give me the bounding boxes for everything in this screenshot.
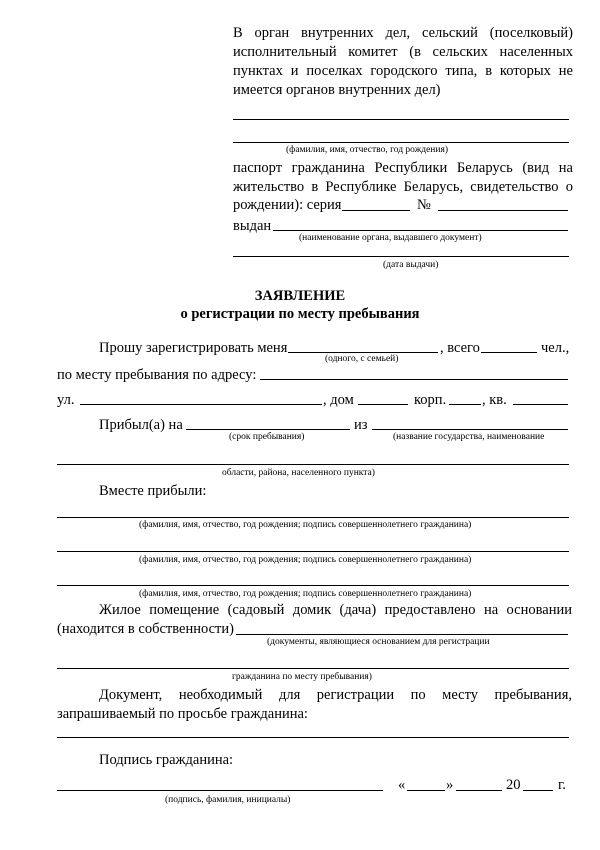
arrived-label: Прибыл(а) на [99,417,183,433]
docs-caption: (документы, являющиеся основанием для регистрации [267,637,490,647]
address-field[interactable] [260,379,568,380]
from-label: из [354,417,368,433]
fio-caption: (фамилия, имя, отчество, год рождения) [286,145,449,155]
street-field[interactable] [80,404,322,405]
issue-date-caption: (дата выдачи) [383,260,439,270]
document-field[interactable] [57,737,569,738]
signature-label: Подпись гражданина: [99,752,234,768]
request-name-field[interactable] [288,352,438,353]
building-field[interactable] [449,404,481,405]
issued-caption: (наименование органа, выдавшего документ) [299,233,482,243]
date-open-quote: « [398,777,406,793]
passport-series-label: рождении): серия [233,197,342,213]
companion-field-1[interactable] [57,517,569,518]
building-label: корп. [414,392,447,408]
companion-field-2[interactable] [57,551,569,552]
companion-caption-3: (фамилия, имя, отчество, год рождения; подпись совершеннолетнего гражданина) [139,589,472,599]
persons-label: чел., [541,340,570,356]
single-family-caption: (одного, с семьей) [325,354,399,364]
addressee-line-3: пунктах и поселках городского типа, в которых не [233,63,573,79]
region-field[interactable] [57,464,569,465]
year-prefix: 20 [506,777,521,793]
companion-caption-2: (фамилия, имя, отчество, год рождения; подпись совершеннолетнего гражданина) [139,555,472,565]
house-field[interactable] [358,404,408,405]
addressee-line-2: исполнительный комитет (в сельских населенных [233,44,573,60]
addressee-line-1: В орган внутренних дел, сельский (поселковый) [233,25,573,41]
passport-line-2: жительство в Республике Беларусь, свидетельство о [233,179,573,195]
form-title: ЗАЯВЛЕНИЕ [254,288,346,304]
fio-field-1[interactable] [233,119,569,120]
document-line-1: Документ, необходимый для регистрации по месту пребывания, [99,687,572,703]
house-label: , дом [323,392,354,408]
state-caption: (название государства, наименование [393,432,545,442]
term-caption: (срок пребывания) [229,432,305,442]
issue-date-field[interactable] [233,256,569,257]
signature-field[interactable] [57,790,383,791]
issued-by-field[interactable] [273,230,568,231]
addressee-line-4: имеется органов внутренних дел) [233,82,441,98]
request-label: Прошу зарегистрировать меня [99,340,288,356]
signature-caption: (подпись, фамилия, инициалы) [165,795,291,805]
apartment-label: , кв. [482,392,507,408]
companion-caption-1: (фамилия, имя, отчество, год рождения; подпись совершеннолетнего гражданина) [139,520,472,530]
address-label: по месту пребывания по адресу: [57,367,257,383]
total-label: , всего [440,340,480,356]
street-label: ул. [57,392,75,408]
passport-number-field[interactable] [438,210,568,211]
apartment-field[interactable] [513,404,568,405]
passport-number-label: № [417,197,431,213]
housing-line-1: Жилое помещение (садовый домик (дача) предоставлено на основании [99,602,572,618]
passport-series-field[interactable] [342,210,410,211]
form-subtitle: о регистрации по месту пребывания [180,306,420,322]
housing-basis-field-2[interactable] [57,668,569,669]
companion-field-3[interactable] [57,585,569,586]
issued-label: выдан [233,218,272,234]
housing-basis-field[interactable] [236,634,568,635]
fio-field-2[interactable] [233,142,569,143]
persons-count-field[interactable] [481,352,537,353]
region-caption: области, района, населенного пункта) [222,468,375,478]
date-day-field[interactable] [407,790,445,791]
year-suffix: г. [558,777,566,793]
housing-line-2: (находится в собственности) [57,621,234,637]
passport-line-1: паспорт гражданина Республики Беларусь (вид на [233,160,573,176]
date-year-field[interactable] [523,790,553,791]
document-line-2: запрашиваемый по просьбе гражданина: [57,706,308,722]
stay-term-field[interactable] [186,429,350,430]
together-label: Вместе прибыли: [99,483,207,499]
date-close-quote: » [446,777,454,793]
docs-caption-2: гражданина по месту пребывания) [232,672,372,682]
from-place-field[interactable] [372,429,568,430]
date-month-field[interactable] [456,790,502,791]
